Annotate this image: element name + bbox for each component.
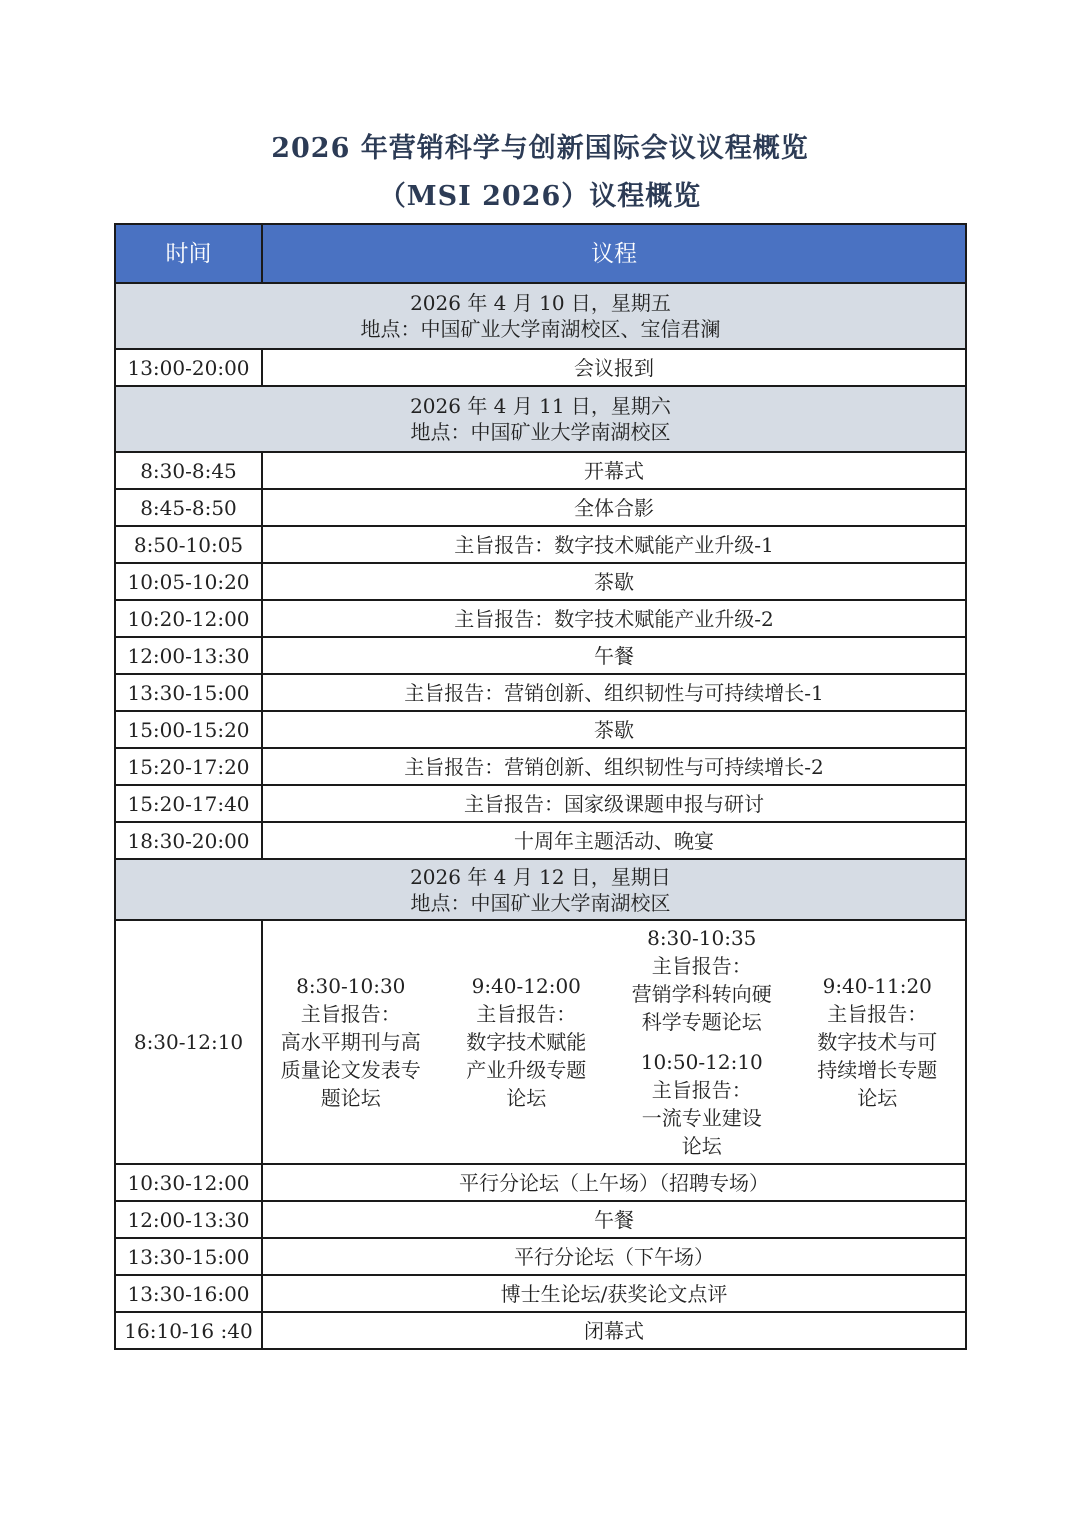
- row-time: 18:30-20:00: [115, 822, 262, 859]
- row-item: 主旨报告：国家级课题申报与研讨: [262, 785, 966, 822]
- row-time: 13:30-15:00: [115, 1238, 262, 1275]
- row-item: 主旨报告：数字技术赋能产业升级-1: [262, 526, 966, 563]
- row-time: 8:30-12:10: [115, 920, 262, 1164]
- table-row: [115, 1164, 966, 1201]
- table-row: [115, 563, 966, 600]
- forum-kind: 主旨报告：: [827, 1002, 928, 1026]
- row-time: 10:30-12:00: [115, 1164, 262, 1201]
- table-row: [115, 637, 966, 674]
- row-time: 8:30-8:45: [115, 452, 262, 489]
- row-time: 13:30-16:00: [115, 1275, 262, 1312]
- forum-name-line: 一流专业建设: [641, 1106, 762, 1130]
- day-header: [115, 283, 966, 349]
- table-row: [115, 785, 966, 822]
- forum-time: 8:30-10:30: [296, 974, 406, 998]
- day-header: [115, 859, 966, 920]
- forum-session: [619, 924, 784, 1160]
- row-item: 闭幕式: [262, 1312, 966, 1349]
- table-row: [115, 674, 966, 711]
- forum-name-line: 数字技术赋能: [466, 1030, 587, 1054]
- forum-session: [795, 972, 960, 1112]
- header-time: 时间: [115, 224, 262, 283]
- forum-time: 9:40-12:00: [471, 974, 581, 998]
- table-row: [115, 1201, 966, 1238]
- row-item: 主旨报告：营销创新、组织韧性与可持续增长-2: [262, 748, 966, 785]
- day-location: 地点：中国矿业大学南湖校区、宝信君澜: [360, 317, 721, 341]
- table-row: [115, 526, 966, 563]
- row-time: 15:00-15:20: [115, 711, 262, 748]
- forum-name-line: 题论坛: [320, 1086, 381, 1110]
- row-time: 16:10-16 :40: [115, 1312, 262, 1349]
- forum-session: [444, 972, 609, 1112]
- forum-name-line: 论坛: [681, 1134, 722, 1158]
- forum-name-line: 高水平期刊与高: [280, 1030, 421, 1054]
- agenda-table: [114, 223, 967, 1350]
- row-time: 10:20-12:00: [115, 600, 262, 637]
- row-item: 十周年主题活动、晚宴: [262, 822, 966, 859]
- day-date: 2026 年 4 月 11 日，星期六: [410, 394, 671, 418]
- table-row: [115, 349, 966, 386]
- forum-name-line: 产业升级专题: [466, 1058, 587, 1082]
- forum-time: 8:30-10:35: [647, 926, 757, 950]
- day-header: [115, 386, 966, 452]
- header-agenda: 议程: [262, 224, 966, 283]
- row-item: 主旨报告：营销创新、组织韧性与可持续增长-1: [262, 674, 966, 711]
- table-header-row: [115, 224, 966, 283]
- row-time: 12:00-13:30: [115, 1201, 262, 1238]
- row-time: 8:45-8:50: [115, 489, 262, 526]
- page-subtitle: （MSI 2026）议程概览: [378, 181, 702, 212]
- row-item: 会议报到: [262, 349, 966, 386]
- day-location: 地点：中国矿业大学南湖校区: [410, 420, 671, 444]
- table-row: [115, 711, 966, 748]
- forum-time: 10:50-12:10: [640, 1050, 763, 1074]
- row-time: 13:00-20:00: [115, 349, 262, 386]
- row-time: 12:00-13:30: [115, 637, 262, 674]
- table-row: [115, 1275, 966, 1312]
- row-time: 15:20-17:20: [115, 748, 262, 785]
- forum-name-line: 科学专题论坛: [641, 1010, 762, 1034]
- row-item: 午餐: [262, 637, 966, 674]
- forum-cell: [262, 920, 966, 1164]
- forum-time: 9:40-11:20: [822, 974, 932, 998]
- forum-name-line: 营销学科转向硬: [631, 982, 772, 1006]
- row-item: 平行分论坛（上午场）（招聘专场）: [262, 1164, 966, 1201]
- forum-row: [115, 920, 966, 1164]
- row-time: 8:50-10:05: [115, 526, 262, 563]
- day-location: 地点：中国矿业大学南湖校区: [410, 890, 671, 915]
- table-row: [115, 489, 966, 526]
- row-item: 主旨报告：数字技术赋能产业升级-2: [262, 600, 966, 637]
- row-time: 13:30-15:00: [115, 674, 262, 711]
- row-time: 15:20-17:40: [115, 785, 262, 822]
- page-title: 2026 年营销科学与创新国际会议议程概览: [271, 133, 809, 164]
- row-item: 茶歇: [262, 711, 966, 748]
- row-item: 平行分论坛（下午场）: [262, 1238, 966, 1275]
- forum-kind: 主旨报告：: [300, 1002, 401, 1026]
- forum-kind: 主旨报告：: [651, 954, 752, 978]
- row-item: 开幕式: [262, 452, 966, 489]
- forum-name-line: 数字技术与可: [817, 1030, 938, 1054]
- table-row: [115, 822, 966, 859]
- table-row: [115, 1238, 966, 1275]
- forum-name-line: 质量论文发表专: [280, 1058, 421, 1082]
- table-row: [115, 452, 966, 489]
- forum-session: [268, 972, 433, 1112]
- row-item: 全体合影: [262, 489, 966, 526]
- day-date: 2026 年 4 月 12 日，星期日: [410, 864, 671, 889]
- table-row: [115, 748, 966, 785]
- row-item: 午餐: [262, 1201, 966, 1238]
- forum-name-line: 论坛: [506, 1086, 547, 1110]
- forum-kind: 主旨报告：: [476, 1002, 577, 1026]
- table-row: [115, 600, 966, 637]
- forum-name-line: 持续增长专题: [817, 1058, 938, 1082]
- forum-kind: 主旨报告：: [651, 1078, 752, 1102]
- day-date: 2026 年 4 月 10 日，星期五: [410, 291, 671, 315]
- row-time: 10:05-10:20: [115, 563, 262, 600]
- row-item: 茶歇: [262, 563, 966, 600]
- row-item: 博士生论坛/获奖论文点评: [262, 1275, 966, 1312]
- forum-name-line: 论坛: [857, 1086, 898, 1110]
- table-row: [115, 1312, 966, 1349]
